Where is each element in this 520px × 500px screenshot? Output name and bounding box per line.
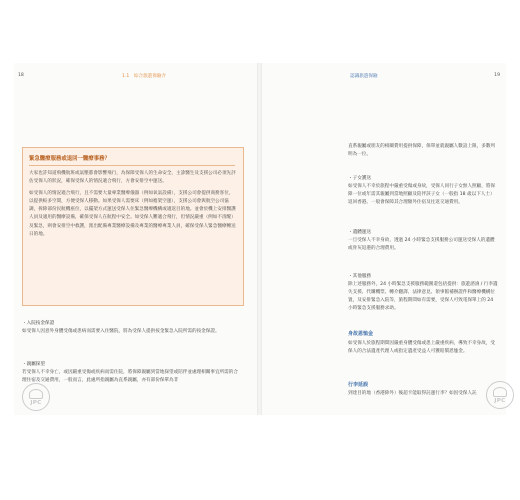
section-compassionate — [348, 340, 498, 356]
right-page — [262, 63, 506, 415]
jpc-watermark-icon — [486, 381, 514, 409]
section-body: 如受保人因意外身體受傷或患病而需要入住醫院，將為受保人提供按金緊急入院所需的按金保證。 — [22, 329, 220, 335]
page-number: 18 — [18, 73, 24, 78]
running-header: 認識旅遊保險 — [350, 74, 378, 79]
watermark-text: JPC — [30, 399, 42, 406]
section-other-services — [348, 273, 498, 313]
section-inpatient — [22, 320, 242, 336]
section-baggage-delay — [348, 390, 498, 398]
paragraph: 如受保人的情況適合飛行，且不需要大量專業醫療儀器（例如氧氣設備），支援公司會提供商務客位，以提供較多空間，方便受保人移動。如果受保人需要床（例如擔架空運），支援公司會與航空公司協調，拆除部份民航機座位，以擺架方式運送受保人住緊急醫療機構或適返目的地。並會於機上安排醫護人員及適用的醫療設備，確保受保人在航程中安全。如受保人難適合飛行，但情況嚴重（例如不清醒）及緊急，則會安排空中救護，派出配備專業醫療設備及專業的醫療專業人員，確保受保人緊急醫療轉送日的地。 — [29, 191, 236, 237]
section-body: 一旦受保人不幸身故，透過 24 小時緊急支援服務公司運送受保人的遺體或骨灰返港的合理費用。 — [348, 238, 495, 252]
section-body: 如受保人不幸於旅程中嚴重受傷或身故，受保人同行子女無人照顧，將保障一位或年需其親屬到當地照顧及陪伴該子女（一般指 18 歲以下人士）返回香港。一般會保障其合理額外住宿及往返交通費用。 — [348, 184, 496, 206]
section-body: 到達目的地（香港除外）後超卡能取得託運行李？如因受保人託 — [348, 391, 477, 396]
section-heading: ・親屬探望 — [22, 362, 45, 367]
info-box-title: 緊急醫療服務或退回一醫療事務？ — [29, 156, 110, 162]
section-heading: ・遺體運送 — [348, 230, 371, 235]
section-heading: ・其他服務 — [348, 274, 371, 279]
running-header: 1.1 綜合旅遊保險介 — [122, 74, 167, 79]
section-heading: ・入院按金保證 — [22, 321, 55, 326]
section-title: 行李延誤 — [348, 382, 369, 388]
watermark-emblem — [29, 389, 43, 399]
section-intro — [348, 143, 498, 159]
section-title: 身故恩恤金 — [348, 331, 374, 337]
paragraph: 大家也許知道飛機航班或氣壓都會影響飛行，為保障受保人的生命安全，主診醫生及支援公司必須先評估受保人的狀況，確保受保人的情況適合飛行，方會安排空中運送。 — [29, 171, 236, 185]
jpc-watermark-icon — [22, 383, 50, 411]
watermark-text: JPC — [494, 397, 506, 404]
page-number: 19 — [494, 73, 500, 78]
section-body: 除上述服務外，24 小時緊急支援服務範圍還包括提供：旅遊諮詢 / 行李遺失支援、代購機票、轉介翻譯、法律意見、領事館補辦證件和醫療機構位置，及安排緊急入院等，旅程期間如有需要，受保人可致電保單上的 24 小時緊急支援服務求助。 — [348, 282, 498, 312]
section-remains-transport — [348, 229, 498, 253]
watermark-emblem — [493, 387, 507, 397]
info-box-divider — [29, 165, 235, 166]
section-body: 如受保人於旅程期間因嚴重身體受傷或患上嚴重疾病，導致不幸身故，受保人的合法遺產代理人或指定遺產受益人可獲賠償恩恤金。 — [348, 341, 496, 355]
section-body: 若受保人不幸身亡，或因嚴重受傷或疾病而需住院，將保障親屬到當地探望或陪伴並處理相關事宜所需的合理住宿及交通費用，一般而言，此處所指親屬為直系親屬，亦有部份保單為非 — [22, 370, 238, 384]
section-repatriation — [22, 361, 242, 385]
info-box — [22, 147, 244, 306]
section-child-escort — [348, 175, 498, 207]
left-page — [14, 63, 257, 415]
info-box-body — [29, 170, 236, 243]
section-heading: ・子女護送 — [348, 176, 371, 181]
section-body: 直系親屬或朋友的相關費用提供保障，保單並就親屬人數設上限，多數列明為一位。 — [348, 144, 496, 158]
